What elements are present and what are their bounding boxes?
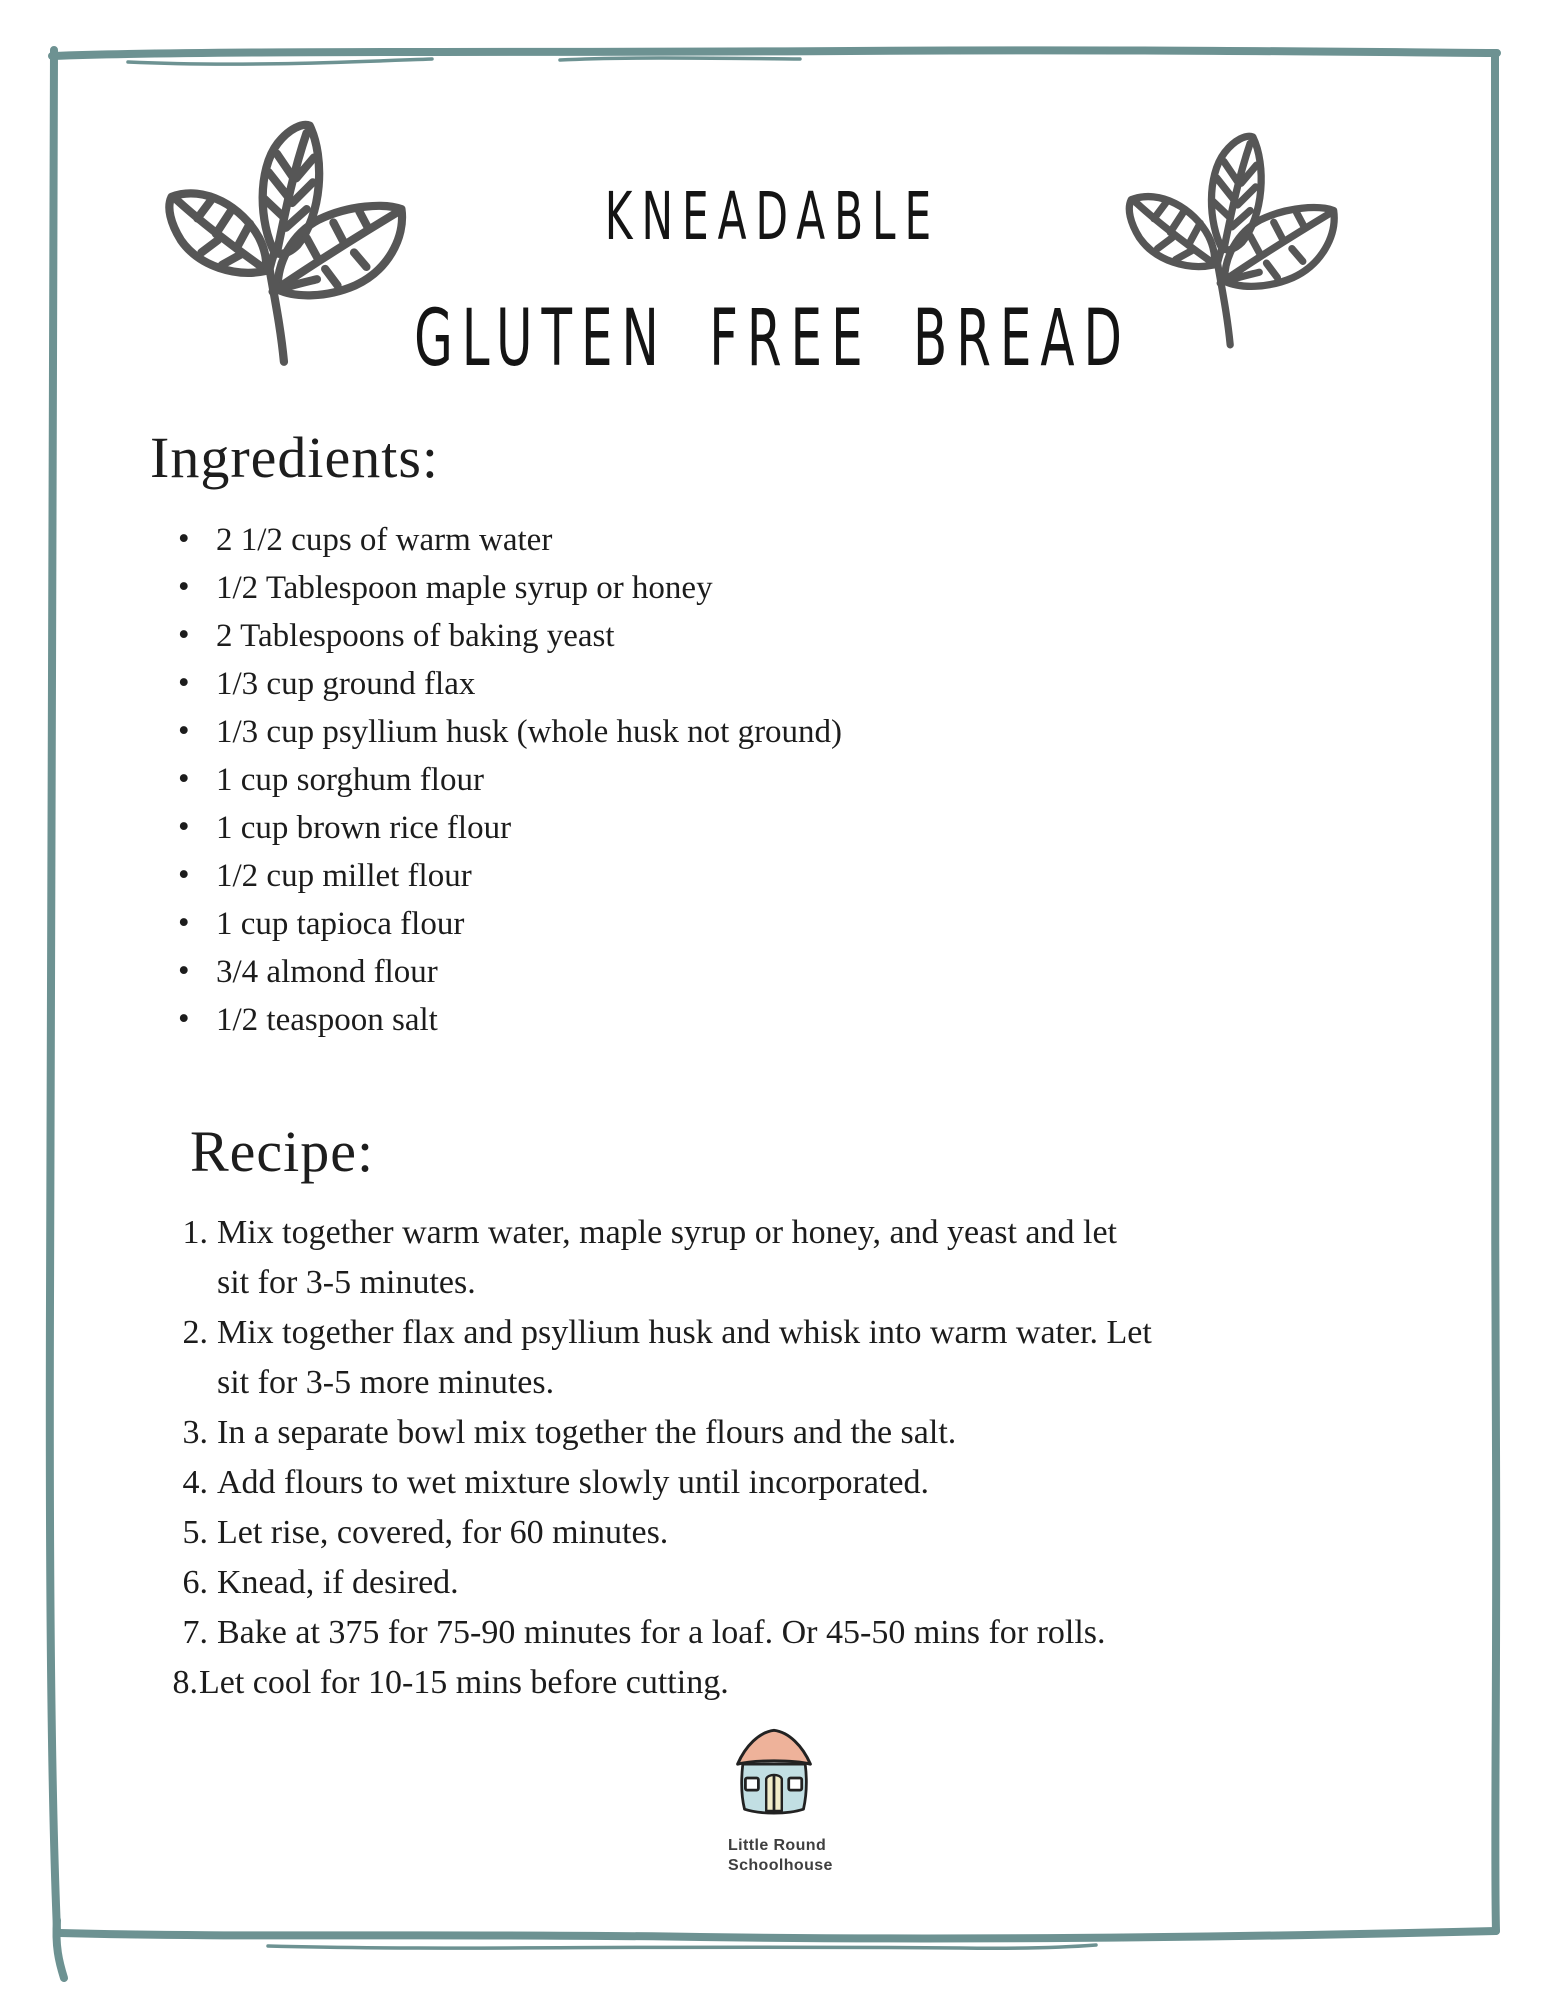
step-text: Mix together warm water, maple syrup or honey, and yeast and let sit for 3-5 minutes. bbox=[217, 1214, 1117, 1301]
step-text: Let rise, covered, for 60 minutes. bbox=[217, 1514, 669, 1551]
ingredient-item bbox=[178, 612, 842, 660]
ingredients-list bbox=[178, 516, 842, 1044]
page-title: KNEADABLE bbox=[604, 178, 941, 255]
step-text: Let cool for 10-15 mins before cutting. bbox=[199, 1664, 729, 1701]
ingredient-item bbox=[178, 948, 842, 996]
logo-caption-line: Little Round bbox=[728, 1837, 827, 1854]
ingredient-item bbox=[178, 852, 842, 900]
step-text: Mix together flax and psyllium husk and whisk into warm water. Let sit for 3-5 more minutes. bbox=[217, 1314, 1152, 1401]
step-number: 1. bbox=[182, 1214, 208, 1251]
recipe-step bbox=[168, 1608, 1408, 1658]
ingredient-text: 1 cup brown rice flour bbox=[216, 810, 512, 846]
recipe-steps-list bbox=[168, 1208, 1408, 1708]
page-subtitle: GLUTEN FREE BREAD bbox=[414, 294, 1131, 384]
recipe-heading: Recipe: bbox=[190, 1119, 375, 1184]
ingredient-item bbox=[178, 996, 842, 1044]
ingredient-item bbox=[178, 804, 842, 852]
recipe-step bbox=[168, 1658, 1408, 1708]
ingredient-text: 2 1/2 cups of warm water bbox=[216, 522, 553, 558]
step-number: 8. bbox=[172, 1664, 198, 1701]
step-number: 3. bbox=[182, 1414, 208, 1451]
step-number: 6. bbox=[182, 1564, 208, 1601]
step-text: Add flours to wet mixture slowly until incorporated. bbox=[217, 1464, 929, 1501]
step-number: 2. bbox=[182, 1314, 208, 1351]
step-text: In a separate bowl mix together the flours and the salt. bbox=[217, 1414, 957, 1451]
step-text: Bake at 375 for 75-90 minutes for a loaf. Or 45-50 mins for rolls. bbox=[217, 1614, 1106, 1651]
recipe-step bbox=[168, 1458, 1408, 1508]
recipe-step bbox=[168, 1308, 1408, 1408]
recipe-step bbox=[168, 1508, 1408, 1558]
logo-caption bbox=[728, 1836, 868, 1876]
step-number: 5. bbox=[182, 1514, 208, 1551]
ingredient-text: 1/3 cup psyllium husk (whole husk not ground) bbox=[216, 714, 843, 750]
ingredient-text: 1/2 Tablespoon maple syrup or honey bbox=[216, 570, 713, 606]
ingredient-text: 1 cup tapioca flour bbox=[216, 906, 465, 942]
ingredient-text: 1/2 teaspoon salt bbox=[216, 1002, 438, 1038]
brand-logo bbox=[728, 1726, 868, 1876]
ingredient-item bbox=[178, 660, 842, 708]
ingredient-text: 1/3 cup ground flax bbox=[216, 666, 476, 702]
step-number: 4. bbox=[182, 1464, 208, 1501]
step-text: Knead, if desired. bbox=[217, 1564, 459, 1601]
step-number: 7. bbox=[182, 1614, 208, 1651]
recipe-step bbox=[168, 1408, 1408, 1458]
ingredient-item bbox=[178, 900, 842, 948]
recipe-step bbox=[168, 1558, 1408, 1608]
ingredient-item bbox=[178, 708, 842, 756]
ingredient-text: 3/4 almond flour bbox=[216, 954, 438, 990]
ingredient-text: 2 Tablespoons of baking yeast bbox=[216, 618, 615, 654]
ingredients-heading: Ingredients: bbox=[150, 425, 440, 490]
ingredient-item bbox=[178, 756, 842, 804]
schoolhouse-logo-icon bbox=[728, 1726, 820, 1830]
logo-caption-line: Schoolhouse bbox=[728, 1857, 833, 1874]
ingredient-text: 1 cup sorghum flour bbox=[216, 762, 484, 798]
ingredient-item bbox=[178, 516, 842, 564]
ingredient-text: 1/2 cup millet flour bbox=[216, 858, 472, 894]
ingredient-item bbox=[178, 564, 842, 612]
recipe-step bbox=[168, 1208, 1408, 1308]
